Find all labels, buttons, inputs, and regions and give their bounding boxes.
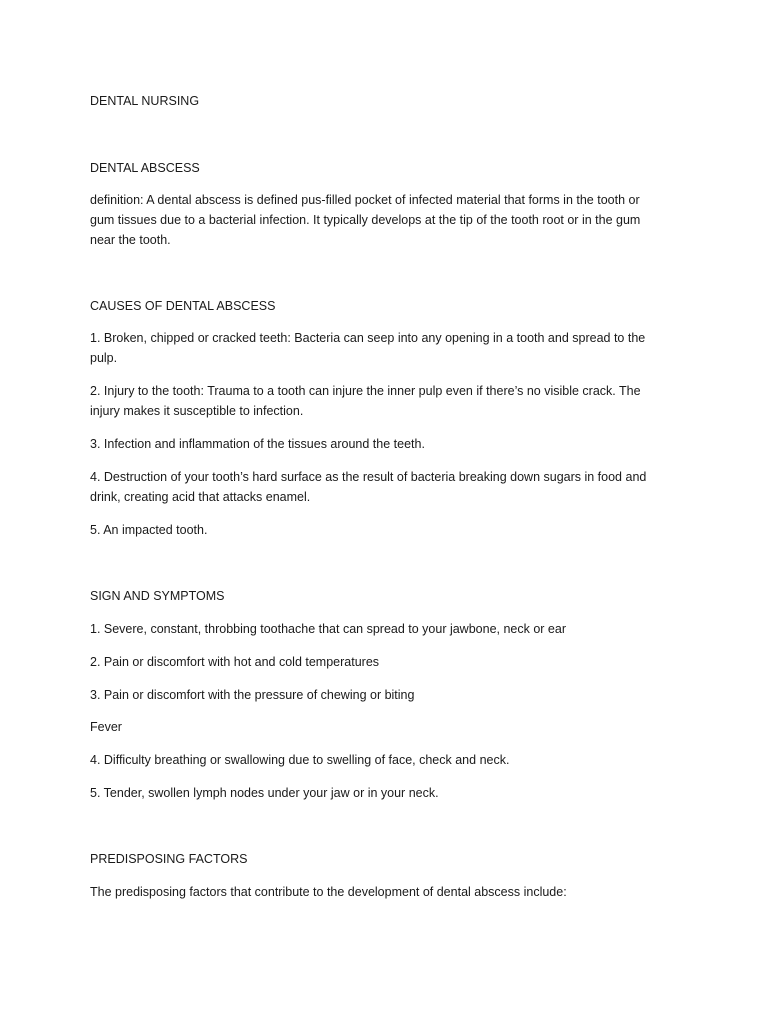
cause-5: 5. An impacted tooth. <box>90 523 208 537</box>
cause-1-line-1: 1. Broken, chipped or cracked teeth: Bacteria can seep into any opening in a tooth and spread to the <box>90 331 646 345</box>
symptom-5: 5. Tender, swollen lymph nodes under your jaw or in your neck. <box>90 786 439 800</box>
document-title: DENTAL NURSING <box>90 94 200 108</box>
section-heading-dental-abscess: DENTAL ABSCESS <box>90 161 200 175</box>
cause-1-line-2: pulp. <box>90 351 118 365</box>
symptom-1: 1. Severe, constant, throbbing toothache that can spread to your jawbone, neck or ear <box>90 622 566 636</box>
cause-4-line-1: 4. Destruction of your tooth’s hard surface as the result of bacteria breaking down sugars in food and <box>90 470 647 484</box>
symptom-3: 3. Pain or discomfort with the pressure of chewing or biting <box>90 688 415 702</box>
definition-line-2: gum tissues due to a bacterial infection. It typically develops at the tip of the tooth root or in the gum <box>90 213 641 227</box>
symptom-4: 4. Difficulty breathing or swallowing due to swelling of face, check and neck. <box>90 753 510 767</box>
predisposing-intro: The predisposing factors that contribute to the development of dental abscess include: <box>90 885 567 899</box>
definition-line-3: near the tooth. <box>90 233 171 247</box>
symptom-fever: Fever <box>90 720 122 734</box>
section-heading-symptoms: SIGN AND SYMPTOMS <box>90 589 225 603</box>
section-heading-predisposing: PREDISPOSING FACTORS <box>90 852 248 866</box>
section-heading-causes: CAUSES OF DENTAL ABSCESS <box>90 299 276 313</box>
cause-2-line-1: 2. Injury to the tooth: Trauma to a tooth can injure the inner pulp even if there’s no visible crack. The <box>90 384 641 398</box>
cause-4-line-2: drink, creating acid that attacks enamel. <box>90 490 311 504</box>
cause-3: 3. Infection and inflammation of the tissues around the teeth. <box>90 437 425 451</box>
cause-2-line-2: injury makes it susceptible to infection. <box>90 404 304 418</box>
symptom-2: 2. Pain or discomfort with hot and cold temperatures <box>90 655 380 669</box>
definition-line-1: definition: A dental abscess is defined pus-filled pocket of infected material that forms in the tooth or <box>90 193 640 207</box>
